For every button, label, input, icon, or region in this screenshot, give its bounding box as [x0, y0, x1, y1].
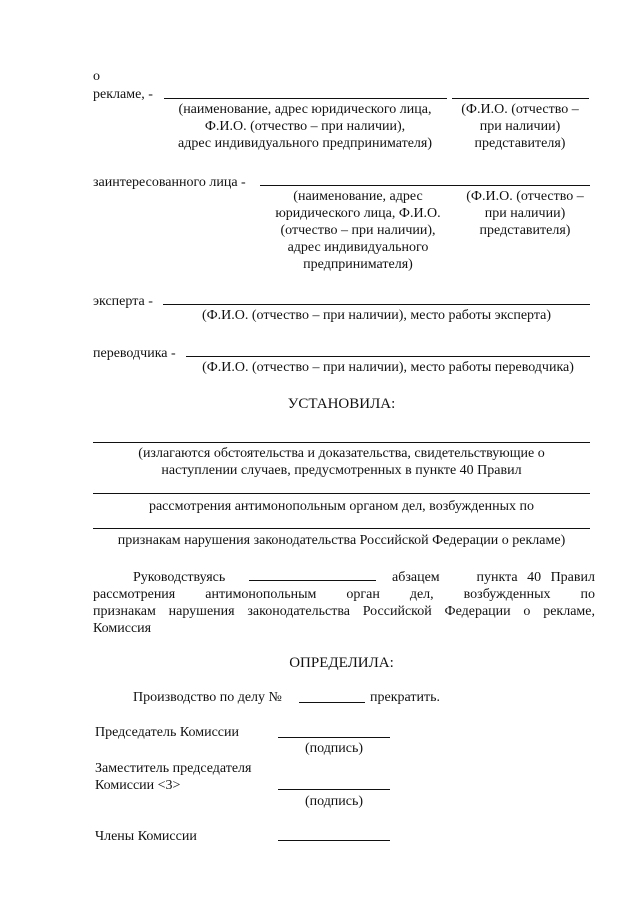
interested-org-caption-1: (наименование, адрес [293, 189, 423, 204]
translator-line[interactable] [186, 356, 590, 357]
established-caption-1: (излагаются обстоятельства и доказательства, свидетельствующие о [138, 446, 545, 461]
interested-rep-caption-3: представителя) [479, 223, 571, 238]
established-caption-3: рассмотрения антимонопольным органом дел, возбужденных по [148, 499, 535, 514]
guided-line-3: признакам нарушения законодательства Российской Федерации о рекламе, [93, 604, 595, 619]
advertiser-org-line[interactable] [164, 98, 447, 99]
deputy-label-1: Заместитель председателя [95, 761, 252, 776]
advertiser-rep-caption-3: представителя) [474, 136, 566, 151]
translator-caption: (Ф.И.О. (отчество – при наличии), место работы переводчика) [202, 360, 574, 375]
guided-blank[interactable] [249, 580, 376, 581]
translator-label: переводчика - [93, 346, 176, 361]
interested-party-label: заинтересованного лица - [93, 175, 246, 190]
decided-heading: ОПРЕДЕЛИЛА: [289, 655, 394, 671]
case-suffix: прекратить. [370, 690, 440, 705]
chair-signature-line[interactable] [278, 737, 390, 738]
deputy-signature-caption: (подпись) [304, 794, 364, 809]
interested-org-caption-5: предпринимателя) [303, 257, 413, 272]
members-label: Члены Комиссии [95, 829, 197, 844]
case-number-line[interactable] [299, 702, 365, 703]
guided-line-2: рассмотрения антимонопольным орган дел, возбужденных по [93, 587, 595, 602]
established-caption-4: признакам нарушения законодательства Российской Федерации о рекламе) [117, 533, 566, 548]
advertiser-org-caption-1: (наименование, адрес юридического лица, [178, 102, 432, 117]
advertiser-org-caption-2: Ф.И.О. (отчество – при наличии), [204, 119, 406, 134]
interested-org-caption-2: юридического лица, Ф.И.О. [275, 206, 441, 221]
interested-rep-caption-2: при наличии) [484, 206, 566, 221]
established-line-3[interactable] [93, 528, 590, 529]
established-line-1[interactable] [93, 442, 590, 443]
guided-point-rules: пункта 40 Правил [476, 570, 595, 585]
advertiser-rep-caption-1: (Ф.И.О. (отчество – [461, 102, 579, 117]
advertiser-org-caption-3: адрес индивидуального предпринимателя) [178, 136, 432, 151]
interested-org-caption-3: (отчество – при наличии), [280, 223, 436, 238]
interested-org-caption-4: адрес индивидуального [287, 240, 429, 255]
advertiser-rep-line[interactable] [452, 98, 589, 99]
deputy-signature-line[interactable] [278, 789, 390, 790]
interested-party-line[interactable] [260, 185, 590, 186]
chair-label: Председатель Комиссии [95, 725, 239, 740]
interested-rep-caption-1: (Ф.И.О. (отчество – [466, 189, 584, 204]
advertiser-rep-caption-2: при наличии) [479, 119, 561, 134]
expert-line[interactable] [163, 304, 590, 305]
expert-caption: (Ф.И.О. (отчество – при наличии), место работы эксперта) [201, 308, 552, 323]
established-line-2[interactable] [93, 493, 590, 494]
deputy-label-2: Комиссии <3> [95, 778, 181, 793]
guided-paragraph-word: абзацем [392, 570, 440, 585]
case-prefix: Производство по делу № [133, 690, 282, 705]
chair-signature-caption: (подпись) [304, 741, 364, 756]
expert-label: эксперта - [93, 294, 153, 309]
guided-word: Руководствуясь [133, 570, 226, 585]
advertising-label: рекламе, - [93, 87, 153, 102]
guided-line-4: Комиссия [93, 621, 152, 636]
members-signature-line[interactable] [278, 840, 390, 841]
preposition-o: о [93, 69, 100, 84]
established-heading: УСТАНОВИЛА: [287, 396, 396, 412]
established-caption-2: наступлении случаев, предусмотренных в пункте 40 Правил [161, 463, 522, 478]
